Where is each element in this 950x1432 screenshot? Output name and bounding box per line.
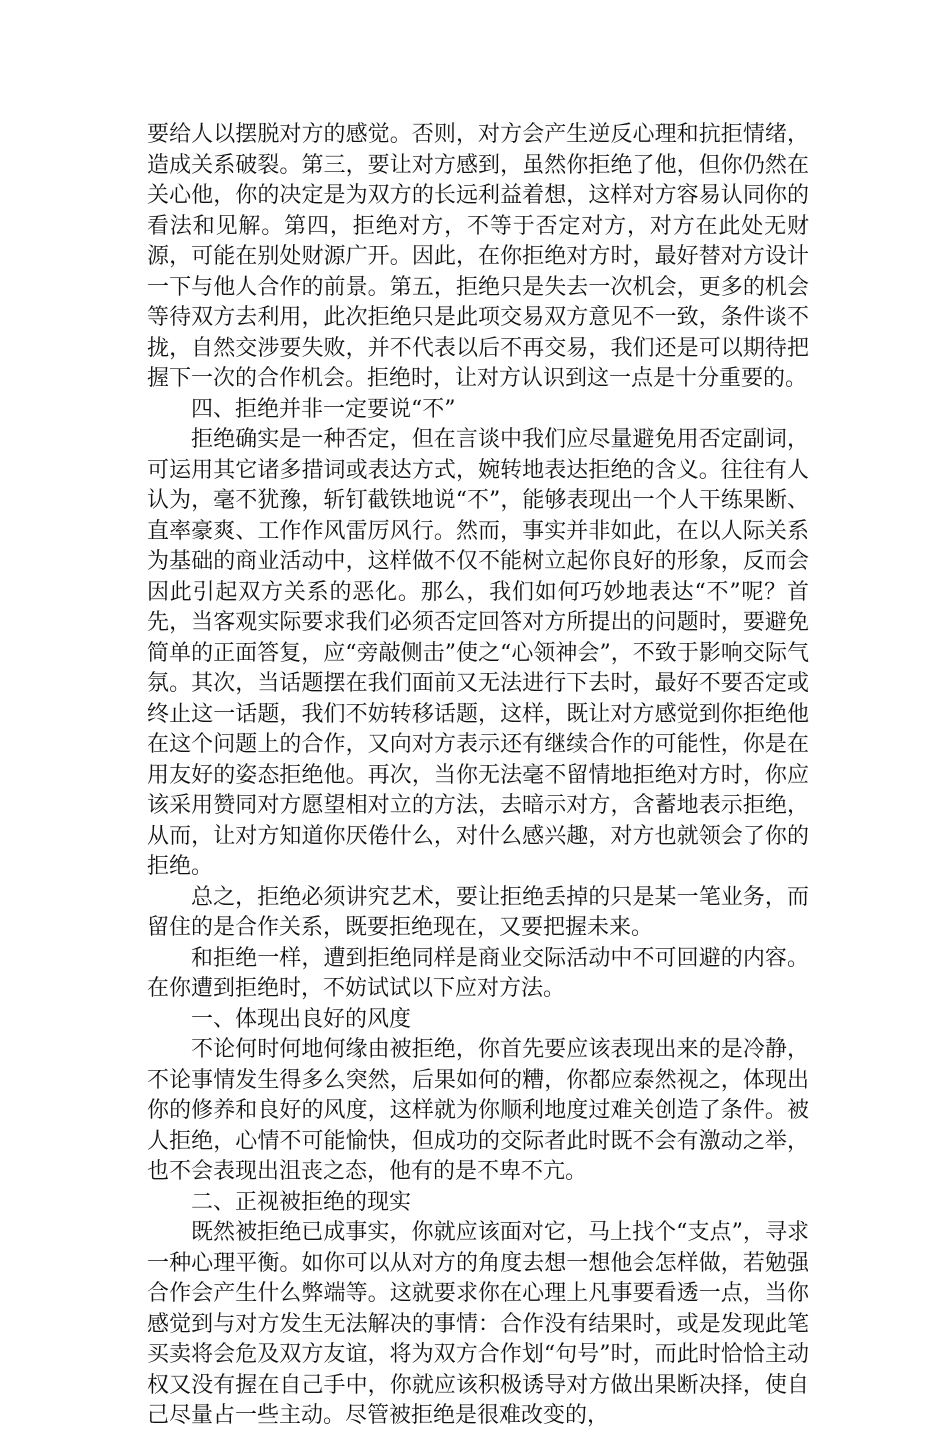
paragraph-continued: 要给人以摆脱对方的感觉。否则，对方会产生逆反心理和抗拒情绪，造成关系破裂。第三，要让对方感到，虽然你拒绝了他，但你仍然在关心他，你的决定是为双方的长远利益着想，这样对方容易认同你的看法和见解。第四，拒绝对方，不等于否定对方，对方在此处无财源，可能在别处财源广开。因此，在你拒绝对方时，最好替对方设计一下与他人合作的前景。第五，拒绝只是失去一次机会，更多的机会等待双方去利用，此次拒绝只是此项交易双方意见不一致，条件谈不拢，自然交涉要失败，并不代表以后不再交易，我们还是可以期待把握下一次的合作机会。拒绝时，让对方认识到这一点是十分重要的。 xyxy=(147,122,809,391)
paragraph: 拒绝确实是一种否定，但在言谈中我们应尽量避免用否定副词，可运用其它诸多措词或表达方式，婉转地表达拒绝的含义。往往有人认为，毫不犹豫，斩钉截铁地说“不”，能够表现出一个人干练果断、直率豪爽、工作作风雷厉风行。然而，事实并非如此，在以人际关系为基础的商业活动中，这样做不仅不能树立起你良好的形象，反而会因此引起双方关系的恶化。那么，我们如何巧妙地表达“不”呢？首先，当客观实际要求我们必须否定回答对方所提出的问题时，要避免简单的正面答复，应“旁敲侧击”使之“心领神会”，不致于影响交际气氛。其次，当话题摆在我们面前又无法进行下去时，最好不要否定或终止这一话题，我们不妨转移话题，这样，既让对方感觉到你拒绝他在这个问题上的合作，又向对方表示还有继续合作的可能性，你是在用友好的姿态拒绝他。再次，当你无法毫不留情地拒绝对方时，你应该采用赞同对方愿望相对立的方法，去暗示对方，含蓄地表示拒绝，从而，让对方知道你厌倦什么，对什么感兴趣，对方也就领会了你的拒绝。 xyxy=(147,427,809,879)
section-heading-1: 一、体现出良好的风度 xyxy=(191,1006,412,1032)
section-heading-2: 二、正视被拒绝的现实 xyxy=(191,1189,412,1215)
paragraph: 总之，拒绝必须讲究艺术，要让拒绝丢掉的只是某一笔业务，而留住的是合作关系，既要拒绝现在，又要把握未来。 xyxy=(147,884,809,940)
paragraph: 不论何时何地何缘由被拒绝，你首先要应该表现出来的是冷静，不论事情发生得多么突然，后果如何的糟，你都应泰然视之，体现出你的修养和良好的风度，这样就为你顺利地度过难关创造了条件。被人拒绝，心情不可能愉快，但成功的交际者此时既不会有激动之举，也不会表现出沮丧之态，他有的是不卑不亢。 xyxy=(147,1037,809,1184)
paragraph: 既然被拒绝已成事实，你就应该面对它，马上找个“支点”，寻求一种心理平衡。如你可以从对方的角度去想一想他会怎样做，若勉强合作会产生什么弊端等。这就要求你在心理上凡事要看透一点，当你感觉到与对方发生无法解决的事情：合作没有结果时，或是发现此笔买卖将会危及双方友谊，将为双方合作划“句号”时，而此时恰恰主动权又没有握在自己手中，你就应该积极诱导对方做出果断决择，使自己尽量占一些主动。尽管被拒绝是很难改变的， xyxy=(147,1220,809,1428)
paragraph: 和拒绝一样，遭到拒绝同样是商业交际活动中不可回避的内容。在你遭到拒绝时，不妨试试以下应对方法。 xyxy=(147,945,809,1001)
section-heading-4: 四、拒绝并非一定要说“不” xyxy=(191,396,456,422)
document-page xyxy=(147,120,809,1432)
